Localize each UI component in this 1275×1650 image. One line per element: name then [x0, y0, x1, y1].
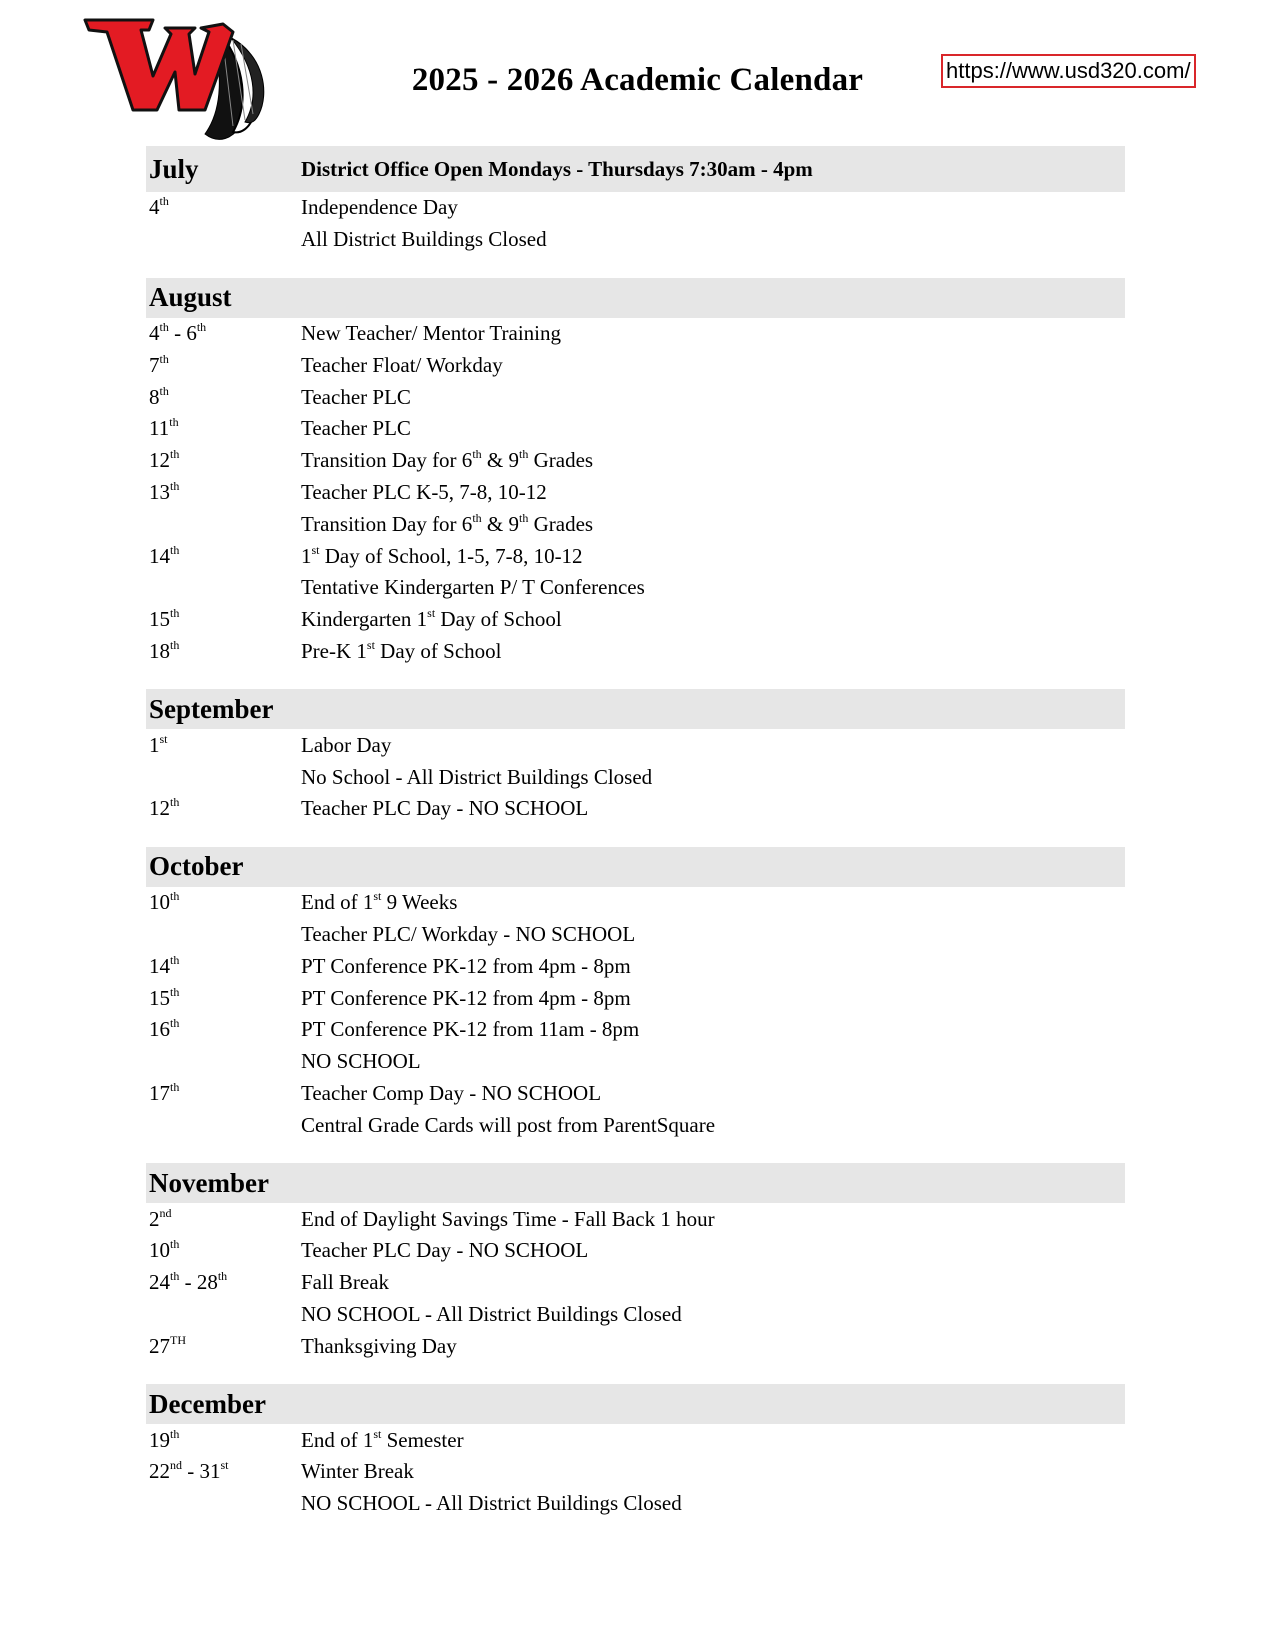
month-header [146, 689, 1125, 729]
text-part: 2 [149, 1206, 160, 1231]
ordinal-suffix: st [373, 1426, 382, 1441]
event-description [301, 1302, 1125, 1327]
ordinal-suffix: st [373, 889, 382, 904]
ordinal-suffix: th [217, 1269, 228, 1284]
calendar-row [146, 1014, 1125, 1046]
event-description [301, 1334, 1125, 1359]
text-part: 18 [149, 638, 170, 663]
text-part: PT Conference PK-12 from 4pm - 8pm [301, 953, 631, 978]
calendar-row [146, 887, 1125, 919]
text-part: End of 1 [301, 890, 374, 915]
text-part: 24 [149, 1270, 170, 1295]
calendar-row [146, 729, 1125, 761]
ordinal-suffix: th [159, 319, 169, 334]
event-date [146, 890, 301, 915]
event-description [301, 639, 1125, 664]
event-description [301, 890, 1125, 915]
calendar-row [146, 982, 1125, 1014]
event-date [146, 986, 301, 1011]
month-name: September [149, 693, 274, 724]
calendar-row [146, 761, 1125, 793]
ordinal-suffix: th [170, 1269, 180, 1284]
event-description [301, 796, 1125, 821]
ordinal-suffix: st [159, 731, 168, 746]
month-name: December [149, 1388, 266, 1419]
month-header [146, 146, 1125, 192]
month-name: July [149, 153, 199, 184]
calendar-row [146, 793, 1125, 825]
text-part: Independence Day [301, 195, 458, 220]
text-part: 15 [149, 607, 170, 632]
month-note: District Office Open Mondays - Thursdays 7:30am - 4pm [301, 156, 813, 181]
text-part: NO SCHOOL - All District Buildings Closed [301, 1491, 682, 1516]
calendar-row [146, 224, 1125, 256]
calendar-row [146, 572, 1125, 604]
month-section-october [146, 847, 1125, 1141]
event-date [146, 1334, 301, 1359]
ordinal-suffix: nd [170, 1458, 182, 1473]
text-part: 13 [149, 479, 170, 504]
month-header [146, 1163, 1125, 1203]
text-part: Teacher PLC Day - NO SCHOOL [301, 1238, 589, 1263]
text-part: Grades [528, 448, 594, 473]
calendar [146, 146, 1125, 1542]
event-date [146, 1017, 301, 1042]
ordinal-suffix: th [170, 637, 180, 652]
event-description [301, 607, 1125, 632]
calendar-row [146, 1078, 1125, 1110]
ordinal-suffix: th [170, 795, 180, 810]
text-part: Day of School, 1-5, 7-8, 10-12 [319, 543, 583, 568]
text-part: Labor Day [301, 732, 392, 757]
month-header [146, 1384, 1125, 1424]
event-date [146, 1207, 301, 1232]
ordinal-suffix: th [170, 1426, 180, 1441]
event-date [146, 796, 301, 821]
event-description [301, 544, 1125, 569]
calendar-row [146, 1330, 1125, 1362]
event-description [301, 1428, 1125, 1453]
event-description [301, 416, 1125, 441]
text-part: Winter Break [301, 1459, 414, 1484]
event-description [301, 321, 1125, 346]
text-part: Teacher PLC [301, 416, 411, 441]
calendar-row [146, 349, 1125, 381]
event-description [301, 1113, 1125, 1138]
event-date [146, 385, 301, 410]
event-date [146, 544, 301, 569]
ordinal-suffix: th [170, 984, 180, 999]
text-part: & 9 [481, 511, 519, 536]
event-description [301, 1207, 1125, 1232]
ordinal-suffix: th [472, 510, 482, 525]
event-description [301, 1017, 1125, 1042]
ordinal-suffix: th [170, 447, 180, 462]
month-section-december [146, 1384, 1125, 1519]
event-description [301, 353, 1125, 378]
website-link[interactable]: https://www.usd320.com/ [941, 54, 1196, 88]
calendar-row [146, 445, 1125, 477]
text-part: Day of School [374, 638, 502, 663]
ordinal-suffix: th [169, 415, 179, 430]
event-date [146, 195, 301, 220]
event-date [146, 1428, 301, 1453]
text-part: Fall Break [301, 1270, 390, 1295]
text-part: 4 [149, 195, 160, 220]
text-part: Thanksgiving Day [301, 1333, 457, 1358]
ordinal-suffix: th [170, 952, 180, 967]
text-part: 15 [149, 985, 170, 1010]
calendar-row [146, 604, 1125, 636]
text-part: Teacher PLC [301, 384, 411, 409]
event-description [301, 1081, 1125, 1106]
text-part: NO SCHOOL [301, 1049, 421, 1074]
ordinal-suffix: TH [170, 1332, 186, 1347]
text-part: & 9 [481, 448, 519, 473]
event-description [301, 954, 1125, 979]
text-part: 12 [149, 448, 170, 473]
event-description [301, 227, 1125, 252]
event-description [301, 765, 1125, 790]
ordinal-suffix: th [159, 383, 169, 398]
text-part: Teacher Comp Day - NO SCHOOL [301, 1080, 602, 1105]
event-description [301, 480, 1125, 505]
month-name: August [149, 282, 232, 313]
calendar-row [146, 1424, 1125, 1456]
text-part: 14 [149, 953, 170, 978]
text-part: 7 [149, 352, 160, 377]
month-name: November [149, 1167, 269, 1198]
text-part: 11 [149, 416, 170, 441]
calendar-row [146, 1046, 1125, 1078]
event-description [301, 1491, 1125, 1516]
event-description [301, 1238, 1125, 1263]
text-part: - 28 [179, 1270, 218, 1295]
text-part: Tentative Kindergarten P/ T Conferences [301, 575, 645, 600]
event-description [301, 922, 1125, 947]
ordinal-suffix: st [220, 1458, 229, 1473]
ordinal-suffix: th [170, 1237, 180, 1252]
ordinal-suffix: th [519, 447, 529, 462]
text-part: New Teacher/ Mentor Training [301, 320, 562, 345]
text-part: PT Conference PK-12 from 4pm - 8pm [301, 985, 631, 1010]
month-header [146, 278, 1125, 318]
text-part: - 31 [182, 1459, 221, 1484]
text-part: 1 [301, 543, 312, 568]
text-part: Pre-K 1 [301, 638, 367, 663]
text-part: Central Grade Cards will post from ParentSquare [301, 1112, 716, 1137]
text-part: Kindergarten 1 [301, 607, 428, 632]
event-date [146, 954, 301, 979]
text-part: - 6 [168, 320, 197, 345]
ordinal-suffix: st [311, 542, 320, 557]
text-part: 8 [149, 384, 160, 409]
calendar-row [146, 950, 1125, 982]
calendar-row [146, 1235, 1125, 1267]
text-part: 9 Weeks [381, 890, 458, 915]
ordinal-suffix: th [170, 1079, 180, 1094]
event-date [146, 1238, 301, 1263]
text-part: Transition Day for 6 [301, 448, 473, 473]
event-date [146, 321, 301, 346]
month-header [146, 847, 1125, 887]
calendar-row [146, 1109, 1125, 1141]
text-part: Teacher Float/ Workday [301, 352, 503, 377]
month-section-november [146, 1163, 1125, 1362]
month-section-september [146, 689, 1125, 824]
month-section-july [146, 146, 1125, 256]
month-name: October [149, 851, 244, 882]
event-description [301, 512, 1125, 537]
calendar-row [146, 477, 1125, 509]
text-part: 27 [149, 1333, 170, 1358]
event-date [146, 1081, 301, 1106]
text-part: NO SCHOOL - All District Buildings Closed [301, 1301, 682, 1326]
calendar-row [146, 192, 1125, 224]
event-date [146, 607, 301, 632]
event-date [146, 480, 301, 505]
text-part: No School - All District Buildings Closed [301, 764, 653, 789]
text-part: End of Daylight Savings Time - Fall Back 1 hour [301, 1206, 715, 1231]
text-part: All District Buildings Closed [301, 227, 547, 252]
ordinal-suffix: th [519, 510, 529, 525]
ordinal-suffix: th [170, 606, 180, 621]
ordinal-suffix: th [196, 319, 207, 334]
event-date [146, 639, 301, 664]
page-title: 2025 - 2026 Academic Calendar [411, 62, 864, 98]
calendar-row [146, 1299, 1125, 1331]
event-description [301, 733, 1125, 758]
text-part: 16 [149, 1017, 170, 1042]
text-part: 14 [149, 543, 170, 568]
calendar-row [146, 413, 1125, 445]
event-description [301, 1459, 1125, 1484]
text-part: 10 [149, 890, 170, 915]
event-description [301, 1049, 1125, 1074]
event-description [301, 195, 1125, 220]
event-date [146, 1270, 301, 1295]
calendar-row [146, 540, 1125, 572]
ordinal-suffix: nd [159, 1205, 172, 1220]
text-part: 4 [149, 320, 160, 345]
event-description [301, 1270, 1125, 1295]
event-description [301, 385, 1125, 410]
text-part: Teacher PLC K-5, 7-8, 10-12 [301, 479, 547, 504]
event-description [301, 448, 1125, 473]
event-date [146, 353, 301, 378]
calendar-row [146, 508, 1125, 540]
text-part: 22 [149, 1459, 170, 1484]
text-part: 17 [149, 1080, 170, 1105]
calendar-row [146, 919, 1125, 951]
event-description [301, 986, 1125, 1011]
event-description [301, 575, 1125, 600]
text-part: Semester [381, 1427, 464, 1452]
text-part: End of 1 [301, 1427, 374, 1452]
text-part: 1 [149, 732, 160, 757]
ordinal-suffix: th [472, 447, 482, 462]
calendar-row [146, 636, 1125, 668]
text-part: Grades [528, 511, 594, 536]
ordinal-suffix: th [159, 351, 169, 366]
ordinal-suffix: th [170, 542, 180, 557]
text-part: Teacher PLC Day - NO SCHOOL [301, 796, 589, 821]
text-part: Teacher PLC/ Workday - NO SCHOOL [301, 921, 636, 946]
ordinal-suffix: st [427, 606, 436, 621]
calendar-row [146, 381, 1125, 413]
calendar-row [146, 318, 1125, 350]
event-date [146, 416, 301, 441]
text-part: 12 [149, 796, 170, 821]
event-date [146, 448, 301, 473]
ordinal-suffix: st [366, 637, 375, 652]
month-section-august [146, 278, 1125, 668]
ordinal-suffix: th [170, 478, 180, 493]
text-part: Day of School [435, 607, 562, 632]
text-part: 10 [149, 1238, 170, 1263]
calendar-row [146, 1456, 1125, 1488]
event-date [146, 1459, 301, 1484]
calendar-row [146, 1267, 1125, 1299]
ordinal-suffix: th [159, 194, 169, 209]
text-part: Transition Day for 6 [301, 511, 473, 536]
ordinal-suffix: th [170, 1016, 180, 1031]
ordinal-suffix: th [170, 889, 180, 904]
text-part: 19 [149, 1427, 170, 1452]
calendar-row [146, 1488, 1125, 1520]
text-part: PT Conference PK-12 from 11am - 8pm [301, 1017, 640, 1042]
event-date [146, 733, 301, 758]
calendar-row [146, 1203, 1125, 1235]
